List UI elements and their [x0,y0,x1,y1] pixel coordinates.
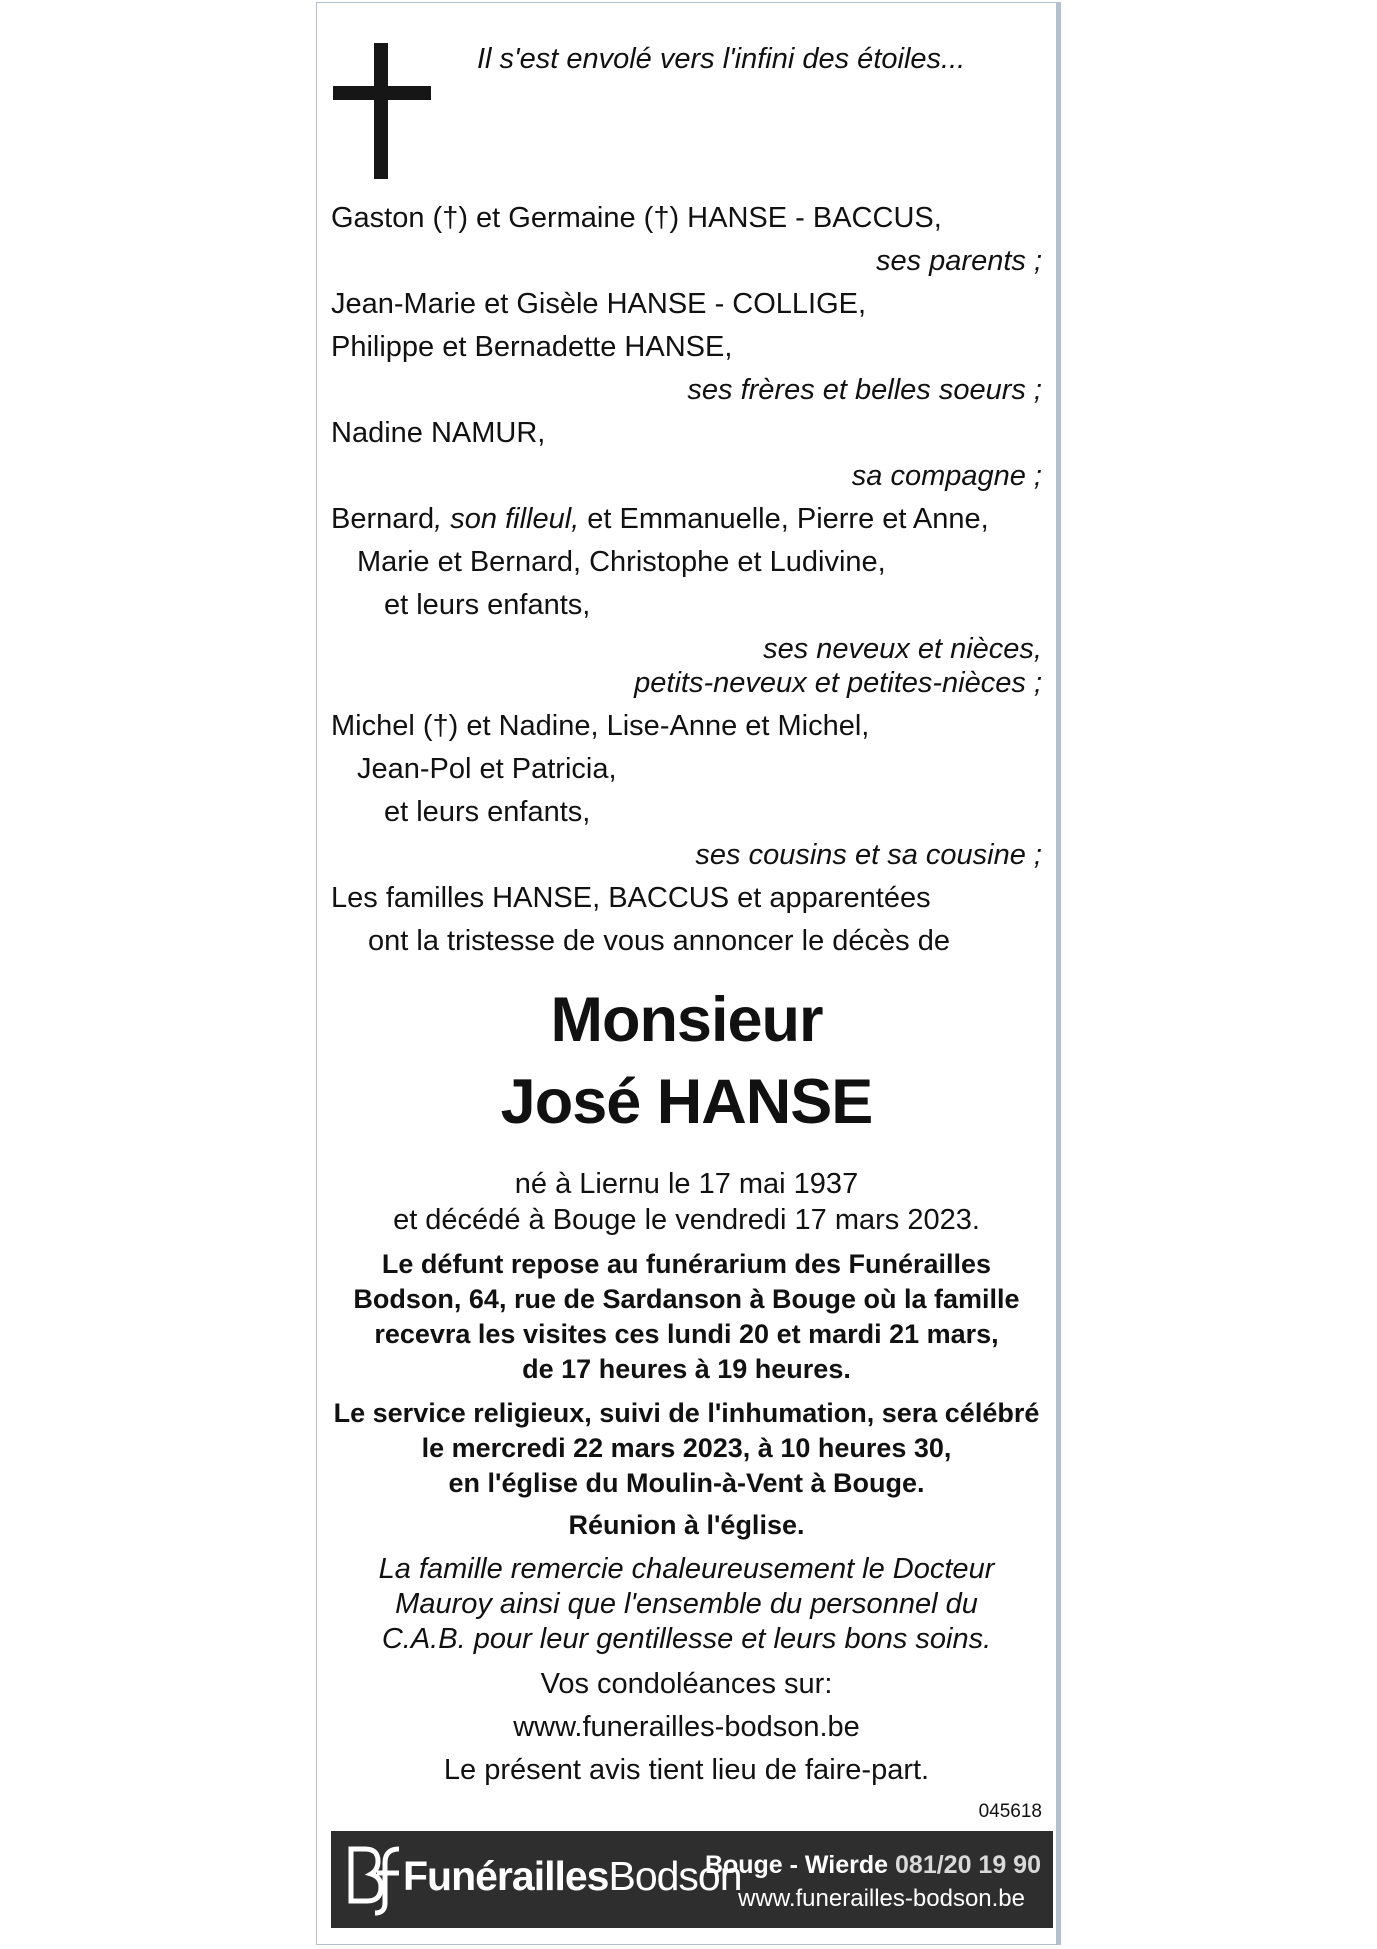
siblings-role: ses frères et belles soeurs ; [687,374,1042,406]
nephews-name: Bernard [331,503,435,535]
funeral-home-banner [331,1831,1053,1928]
godson-note: , son filleul, [434,503,580,535]
thanks-line-3: C.A.B. pour leur gentillesse et leurs bons soins. [381,1623,992,1655]
nephews-rest: et Emmanuelle, Pierre et Anne, [579,503,989,535]
cousins-role: ses cousins et sa cousine ; [695,839,1042,871]
obituary-notice [316,2,1061,1945]
brand-name [403,1853,742,1900]
phone-number: 081/20 19 90 [895,1851,1041,1879]
brand-part-b: Bodson [608,1853,742,1899]
cross-icon [333,43,431,179]
notice-text: Le présent avis tient lieu de faire-part. [443,1754,930,1786]
service-line-2: le mercredi 22 mars 2023, à 10 heures 30, [421,1433,952,1463]
deceased-name: José HANSE [500,1067,873,1137]
contact-line [705,1851,1041,1880]
nephews-role-1: ses neveux et nièces, [763,633,1042,665]
service-line-1: Le service religieux, suivi de l'inhumation, sera célébré [333,1398,1040,1428]
partner-role: sa compagne ; [851,460,1042,492]
epigraph: Il s'est envolé vers l'infini des étoiles... [477,43,966,75]
meeting-line: Réunion à l'église. [568,1510,805,1540]
nephews-role-2: petits-neveux et petites-nièces ; [634,667,1042,699]
partner-line: Nadine NAMUR, [331,417,546,449]
thanks-line-2: Mauroy ainsi que l'ensemble du personnel du [395,1588,978,1620]
parents-role: ses parents ; [875,245,1042,277]
deceased-title: Monsieur [550,985,823,1055]
nephews-line-2: Marie et Bernard, Christophe et Ludivine, [357,546,886,578]
visitation-line-3: recevra les visites ces lundi 20 et mardi 21 mars, [374,1319,999,1349]
announce-line: ont la tristesse de vous annoncer le décès de [368,925,950,957]
nephews-line-3: et leurs enfants, [384,589,591,621]
cousins-line-2: Jean-Pol et Patricia, [357,753,617,785]
reference-number: 045618 [978,1801,1042,1822]
condolences-line: Vos condoléances sur: [540,1668,833,1700]
website-line: www.funerailles-bodson.be [513,1711,860,1743]
service-line-3: en l'église du Moulin-à-Vent à Bouge. [448,1468,925,1498]
families-line: Les familles HANSE, BACCUS et apparentées [331,882,931,914]
nephews-line-1 [331,501,989,537]
location-label: Bouge - Wierde [704,1851,889,1879]
cousins-line-1: Michel (†) et Nadine, Lise-Anne et Michel, [331,710,870,742]
cousins-line-3: et leurs enfants, [384,796,591,828]
brand-part-a: Funérailles [403,1853,609,1899]
death-line: et décédé à Bouge le vendredi 17 mars 2023. [393,1204,980,1236]
birth-line: né à Liernu le 17 mai 1937 [514,1168,859,1200]
siblings-line-2: Philippe et Bernadette HANSE, [331,331,733,363]
visitation-line-2: Bodson, 64, rue de Sardanson à Bouge où la famille [353,1284,1020,1314]
visitation-line-4: de 17 heures à 19 heures. [522,1354,851,1384]
visitation-line-1: Le défunt repose au funérarium des Funérailles [381,1249,992,1279]
parents-line: Gaston (†) et Germaine (†) HANSE - BACCUS, [331,202,942,234]
thanks-line-1: La famille remercie chaleureusement le Docteur [378,1553,995,1585]
footer-website: www.funerailles-bodson.be [738,1885,1025,1912]
bodson-logo-icon [345,1841,403,1917]
siblings-line-1: Jean-Marie et Gisèle HANSE - COLLIGE, [331,288,867,320]
